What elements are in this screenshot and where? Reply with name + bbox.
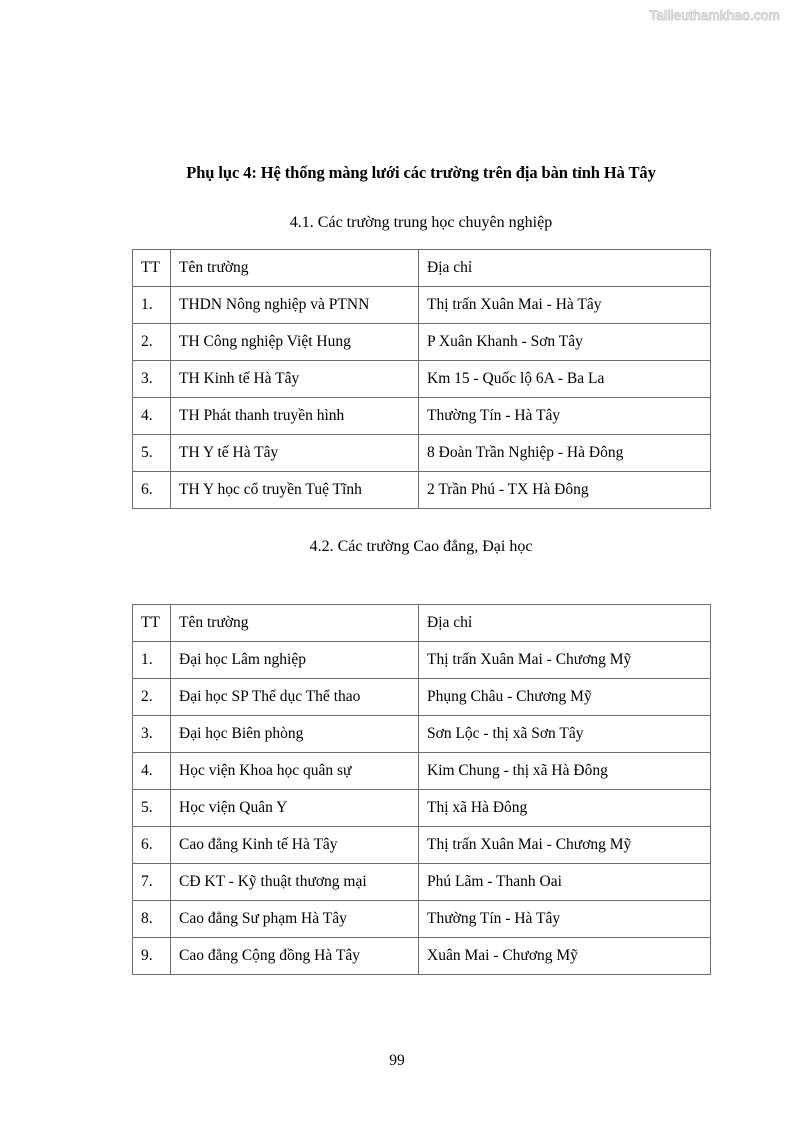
table-row <box>133 397 711 434</box>
column-header-tt: TT <box>133 249 171 286</box>
cell-name: TH Phát thanh truyền hình <box>171 397 419 434</box>
section-heading-4-1: 4.1. Các trường trung học chuyên nghiệp <box>289 213 553 231</box>
cell-name: TH Kinh tế Hà Tây <box>171 360 419 397</box>
column-header-address: Địa chỉ <box>419 249 711 286</box>
cell-address: Thường Tín - Hà Tây <box>419 397 711 434</box>
table-row <box>133 753 711 790</box>
cell-index: 3. <box>133 716 171 753</box>
cell-name: Đại học Biên phòng <box>171 716 419 753</box>
table-row <box>133 471 711 508</box>
cell-index: 5. <box>133 434 171 471</box>
table-row <box>133 286 711 323</box>
page-title: Phụ lục 4: Hệ thống màng lưới các trường trên địa bàn tỉnh Hà Tây <box>186 163 656 182</box>
cell-name: Cao đẳng Sư phạm Hà Tây <box>171 901 419 938</box>
cell-index: 1. <box>133 286 171 323</box>
table-row <box>133 790 711 827</box>
table-row <box>133 864 711 901</box>
cell-name: Học viện Quân Y <box>171 790 419 827</box>
table-row <box>133 360 711 397</box>
site-watermark: Tailieuthamkhao.com <box>649 8 780 23</box>
cell-name: TH Y học cổ truyền Tuệ Tĩnh <box>171 471 419 508</box>
cell-index: 3. <box>133 360 171 397</box>
table-row <box>133 679 711 716</box>
cell-address: Thị xã Hà Đông <box>419 790 711 827</box>
cell-name: TH Công nghiệp Việt Hung <box>171 323 419 360</box>
table-row <box>133 716 711 753</box>
cell-index: 9. <box>133 938 171 975</box>
cell-address: 2 Trần Phú - TX Hà Đông <box>419 471 711 508</box>
table-row <box>133 323 711 360</box>
cell-index: 6. <box>133 827 171 864</box>
cell-index: 8. <box>133 901 171 938</box>
cell-name: Đại học SP Thể dục Thể thao <box>171 679 419 716</box>
table-trung-hoc-chuyen-nghiep <box>132 249 711 509</box>
cell-address: P Xuân Khanh - Sơn Tây <box>419 323 711 360</box>
cell-name: THDN Nông nghiệp và PTNN <box>171 286 419 323</box>
cell-address: Thị trấn Xuân Mai - Hà Tây <box>419 286 711 323</box>
table-row <box>133 642 711 679</box>
cell-index: 2. <box>133 323 171 360</box>
table-row <box>133 827 711 864</box>
section-heading-4-2: 4.2. Các trường Cao đẳng, Đại học <box>309 537 533 555</box>
cell-name: CĐ KT - Kỹ thuật thương mại <box>171 864 419 901</box>
cell-index: 4. <box>133 753 171 790</box>
table-row <box>133 938 711 975</box>
cell-index: 2. <box>133 679 171 716</box>
column-header-name: Tên trường <box>171 605 419 642</box>
cell-name: Cao đẳng Kinh tế Hà Tây <box>171 827 419 864</box>
column-header-name: Tên trường <box>171 249 419 286</box>
cell-name: Đại học Lâm nghiệp <box>171 642 419 679</box>
cell-index: 5. <box>133 790 171 827</box>
cell-address: Thường Tín - Hà Tây <box>419 901 711 938</box>
cell-name: TH Y tế Hà Tây <box>171 434 419 471</box>
cell-address: Xuân Mai - Chương Mỹ <box>419 938 711 975</box>
table-header-row <box>133 249 711 286</box>
cell-address: Phụng Châu - Chương Mỹ <box>419 679 711 716</box>
table-row <box>133 434 711 471</box>
column-header-tt: TT <box>133 605 171 642</box>
cell-address: Thị trấn Xuân Mai - Chương Mỹ <box>419 827 711 864</box>
cell-address: Thị trấn Xuân Mai - Chương Mỹ <box>419 642 711 679</box>
page-content <box>132 0 710 975</box>
page-number: 99 <box>389 1052 405 1069</box>
cell-address: Phú Lãm - Thanh Oai <box>419 864 711 901</box>
table-row <box>133 901 711 938</box>
cell-index: 1. <box>133 642 171 679</box>
cell-address: Sơn Lộc - thị xã Sơn Tây <box>419 716 711 753</box>
table-cao-dang-dai-hoc <box>132 604 711 975</box>
cell-index: 6. <box>133 471 171 508</box>
cell-index: 4. <box>133 397 171 434</box>
cell-name: Học viện Khoa học quân sự <box>171 753 419 790</box>
cell-address: 8 Đoàn Trần Nghiệp - Hà Đông <box>419 434 711 471</box>
cell-address: Kim Chung - thị xã Hà Đông <box>419 753 711 790</box>
cell-address: Km 15 - Quốc lộ 6A - Ba La <box>419 360 711 397</box>
cell-index: 7. <box>133 864 171 901</box>
cell-name: Cao đẳng Cộng đồng Hà Tây <box>171 938 419 975</box>
table-header-row <box>133 605 711 642</box>
column-header-address: Địa chỉ <box>419 605 711 642</box>
